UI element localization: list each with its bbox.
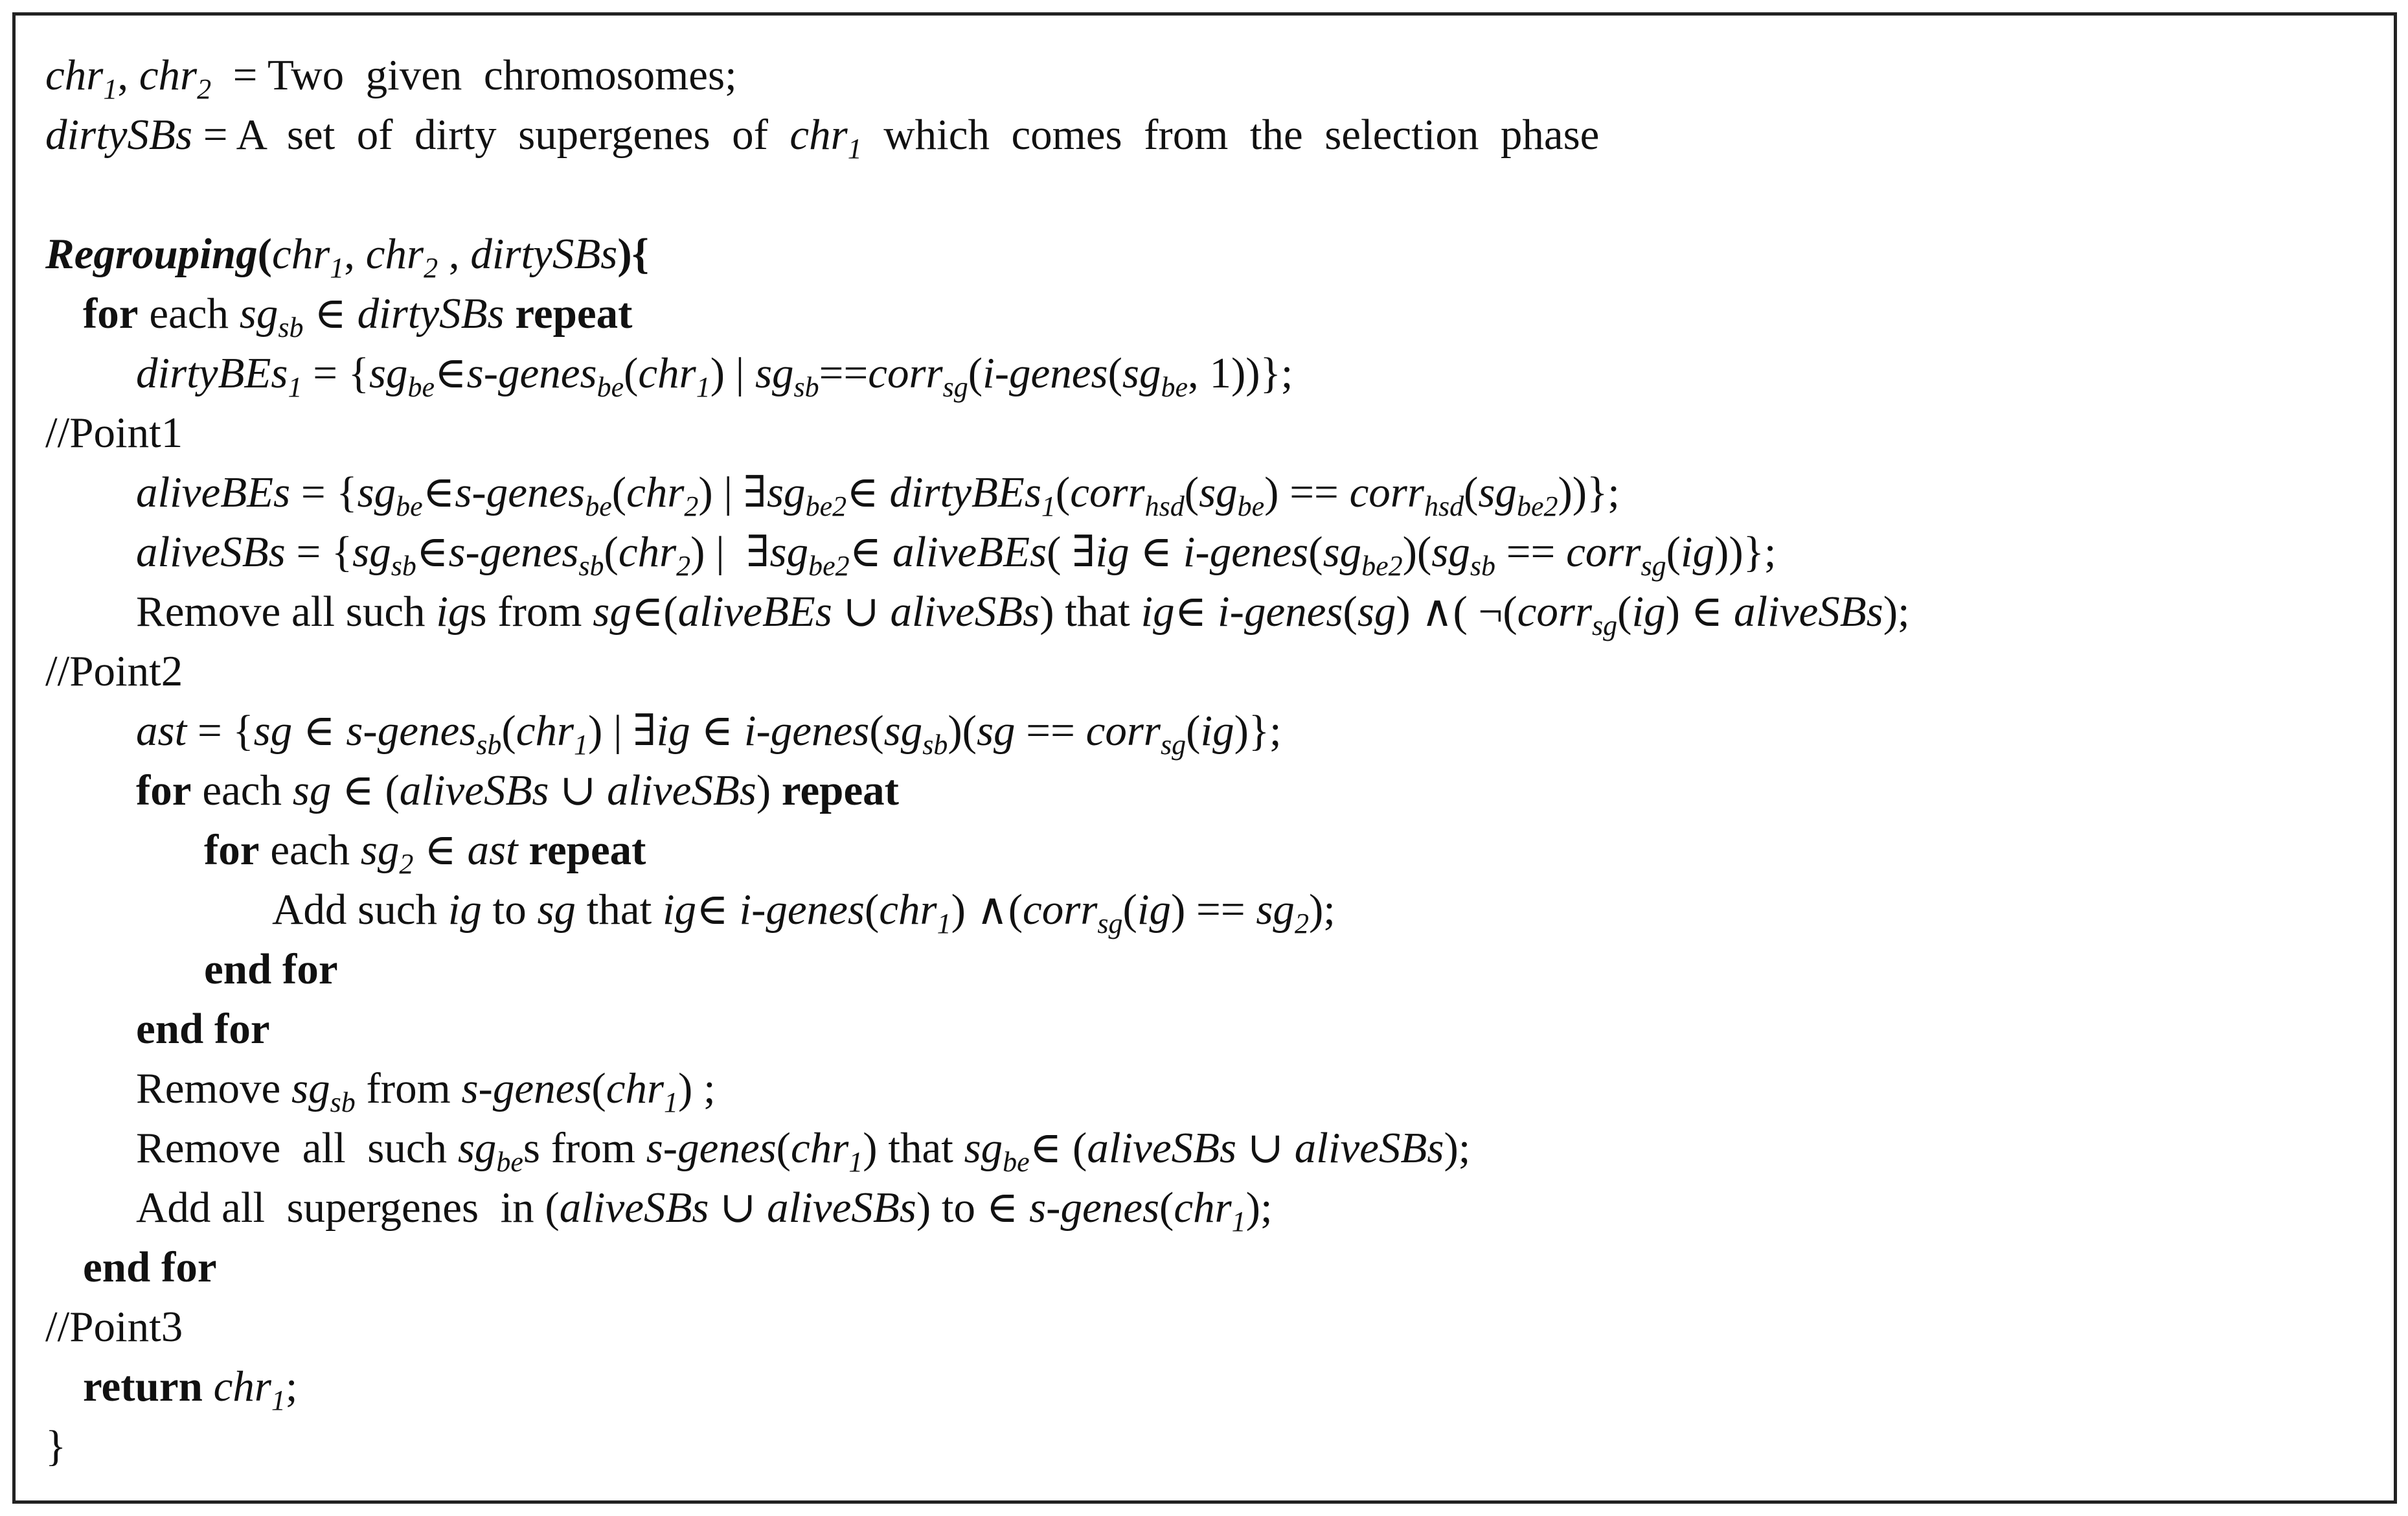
subscript-text: 2 [197, 73, 212, 105]
code-text: corr [1023, 886, 1098, 934]
subscript-text: be2 [808, 550, 850, 582]
code-text: to [481, 886, 538, 934]
algorithm-line [45, 880, 2381, 939]
code-text: ∪ [1236, 1124, 1295, 1172]
code-text: = Two given chromosomes; [211, 51, 737, 99]
code-text: sg [1431, 528, 1470, 576]
code-text: s-genes [448, 528, 579, 576]
algorithm-line [45, 463, 2381, 522]
algorithm-line [45, 999, 2381, 1059]
code-text: s-genes [346, 707, 477, 755]
code-text: sg [457, 1124, 497, 1172]
code-text: aliveSBs [136, 528, 286, 576]
code-text: ig [436, 588, 470, 636]
code-text: sg [291, 1064, 330, 1112]
code-text: chr [789, 111, 848, 159]
code-text: ) ∈ [1665, 588, 1734, 636]
code-text: ) | [710, 349, 755, 397]
code-text: ∈ ( [331, 766, 400, 814]
subscript-text: sg [1592, 610, 1618, 641]
code-text: ( [257, 230, 272, 278]
algorithm-line [45, 165, 2381, 224]
algorithm-body [45, 45, 2381, 1476]
code-text: dirtyBEs [889, 468, 1041, 516]
subscript-text: be [585, 490, 612, 522]
subscript-text: sg [1097, 908, 1123, 939]
code-text: ∈ [422, 468, 455, 516]
code-text: ( ∃ [1047, 528, 1096, 576]
subscript-text: be2 [805, 490, 847, 522]
code-text: each [138, 290, 240, 338]
code-text: sg [239, 290, 278, 338]
code-text: for [136, 766, 192, 814]
subscript-text: sb [391, 550, 416, 582]
code-text: ig [1141, 588, 1175, 636]
code-text: ig [1137, 886, 1171, 934]
subscript-text: be2 [1516, 490, 1558, 522]
code-text: chr [139, 51, 198, 99]
code-text: sg [537, 886, 576, 934]
code-text: s from [523, 1124, 646, 1172]
algorithm-line [45, 284, 2381, 343]
code-text: corr [1070, 468, 1145, 516]
code-text: ( [1343, 588, 1357, 636]
code-text: ∈ [690, 707, 744, 755]
code-text: chr [365, 230, 424, 278]
algorithm-line [45, 1178, 2381, 1237]
subscript-text: sb [922, 729, 948, 761]
code-text: ∈ [292, 707, 346, 755]
subscript-text: be [1003, 1146, 1030, 1178]
subscript-text: be2 [1361, 550, 1403, 582]
code-text: , [438, 230, 471, 278]
code-text: //Point2 [45, 647, 183, 695]
subscript-text: 1 [1041, 490, 1056, 522]
code-text: chr [790, 1124, 849, 1172]
code-text: ( [776, 1124, 791, 1172]
code-text: ); [1444, 1124, 1471, 1172]
subscript-text: hsd [1424, 490, 1464, 522]
code-text: chr [618, 528, 677, 576]
code-text: chr [626, 468, 685, 516]
algorithm-line [45, 403, 2381, 463]
algorithm-line [45, 582, 2381, 641]
subscript-text: sb [793, 371, 819, 403]
code-text: i-genes [739, 886, 865, 934]
code-text: sg [1256, 886, 1295, 934]
code-text: return [83, 1362, 203, 1410]
code-text: repeat [515, 290, 633, 338]
code-text: sg [369, 349, 408, 397]
algorithm-line [45, 224, 2381, 284]
code-text: ∪ [549, 766, 608, 814]
code-text: aliveSBs [1294, 1124, 1444, 1172]
code-text: } [45, 1422, 67, 1470]
code-text: aliveSBs [890, 588, 1040, 636]
algorithm-line [45, 45, 2381, 105]
code-text: dirtySBs [470, 230, 618, 278]
code-text: = { [302, 349, 369, 397]
code-text: ; [285, 1362, 298, 1410]
code-text: == [1015, 707, 1086, 755]
code-text: = A set of dirty supergenes of [192, 111, 790, 159]
algorithm-line [45, 1297, 2381, 1357]
code-text: = { [285, 528, 353, 576]
code-text: = { [187, 707, 254, 755]
code-text: ast [467, 826, 518, 874]
code-text: s-genes [1029, 1184, 1160, 1232]
code-text: ) ; [678, 1064, 716, 1112]
algorithm-line [45, 641, 2381, 701]
code-text: sg [755, 349, 794, 397]
code-text: sg [357, 468, 396, 516]
code-text: ∈ [413, 826, 468, 874]
code-text: ) | ∃ [690, 528, 770, 576]
code-text: for [204, 826, 260, 874]
algorithm-line [45, 522, 2381, 582]
code-text: ) ∧( ¬( [1396, 588, 1517, 636]
algorithm-line [45, 1237, 2381, 1297]
subscript-text: 1 [848, 1146, 863, 1178]
code-text: for [83, 290, 139, 338]
code-text: ) that [863, 1124, 964, 1172]
subscript-text: sb [578, 550, 604, 582]
code-text: aliveSBs [767, 1184, 916, 1232]
code-text: sg [1478, 468, 1517, 516]
code-text: repeat [528, 826, 646, 874]
code-text: ( [1308, 528, 1323, 576]
code-text: aliveSBs [399, 766, 549, 814]
code-text: )}; [1234, 707, 1282, 755]
code-text: //Point1 [45, 409, 183, 457]
code-text: )( [1402, 528, 1432, 576]
code-text: ( [1184, 468, 1199, 516]
code-text: sg [883, 707, 923, 755]
code-text: sg [1122, 349, 1161, 397]
algorithm-line [45, 820, 2381, 880]
code-text: ) [756, 766, 782, 814]
code-text: from [355, 1064, 462, 1112]
code-text: , [344, 230, 366, 278]
code-text: chr [1174, 1184, 1232, 1232]
code-text: ∈ [1174, 588, 1218, 636]
code-text: ){ [617, 230, 650, 278]
code-text: ( [1186, 707, 1201, 755]
code-text: sg [352, 528, 391, 576]
code-text: each [259, 826, 361, 874]
code-text: ) that [1039, 588, 1141, 636]
code-text: ig [1680, 528, 1715, 576]
code-text: Add such [272, 886, 448, 934]
code-text: i-genes [1218, 588, 1343, 636]
code-text: end for [204, 945, 338, 993]
code-text: Add all supergenes in ( [136, 1184, 560, 1232]
subscript-text: 2 [1294, 908, 1309, 939]
code-text [518, 826, 529, 874]
code-text: ); [1883, 588, 1910, 636]
code-text: ∈ [416, 528, 449, 576]
subscript-text: sg [1161, 729, 1187, 761]
code-text: aliveBEs [677, 588, 832, 636]
code-text: aliveBEs [136, 468, 291, 516]
code-text: ) | ∃ [588, 707, 657, 755]
code-text: ig [663, 886, 697, 934]
code-text: i-genes [744, 707, 870, 755]
subscript-text: 2 [684, 490, 699, 522]
code-text: which comes from the selection phase [861, 111, 1600, 159]
algorithm-line [45, 1059, 2381, 1118]
code-text: ( [1122, 886, 1137, 934]
code-text: ∈ [846, 468, 890, 516]
code-text: s-genes [646, 1124, 777, 1172]
code-text: each [191, 766, 293, 814]
code-text: ∈ [696, 886, 740, 934]
code-text: == [819, 349, 869, 397]
code-text: corr [868, 349, 943, 397]
code-text [203, 1362, 214, 1410]
subscript-text: sb [1470, 550, 1495, 582]
algorithm-line [45, 1357, 2381, 1416]
subscript-text: 1 [330, 252, 345, 284]
code-text: ) | ∃ [698, 468, 767, 516]
code-text: aliveBEs [892, 528, 1047, 576]
code-text: aliveSBs [559, 1184, 709, 1232]
algorithm-line [45, 343, 2381, 403]
code-text: //Point3 [45, 1303, 183, 1351]
subscript-text: 1 [1231, 1206, 1246, 1237]
subscript-text: 1 [271, 1384, 286, 1416]
code-text: Remove [136, 1064, 292, 1112]
subscript-text: 1 [937, 908, 951, 939]
algorithm-line [45, 701, 2381, 761]
code-text: ); [1245, 1184, 1273, 1232]
subscript-text: 2 [676, 550, 691, 582]
algorithm-line [45, 1118, 2381, 1178]
code-text: chr [516, 707, 574, 755]
subscript-text: sg [942, 371, 968, 403]
code-text: sg [593, 588, 631, 636]
code-text: ∪ [832, 588, 891, 636]
code-text: ( [968, 349, 983, 397]
code-text: ( [1107, 349, 1122, 397]
algorithm-line [45, 939, 2381, 999]
code-text: chr [213, 1362, 271, 1410]
code-text: aliveSBs [607, 766, 756, 814]
code-text: ( [864, 886, 880, 934]
code-text: ( [624, 349, 639, 397]
code-text: ∈ [849, 528, 892, 576]
code-text: ) to ∈ [916, 1184, 1030, 1232]
code-text: ))}; [1558, 468, 1620, 516]
code-text: i-genes [1183, 528, 1309, 576]
code-text: ∈ [435, 349, 467, 397]
code-text: corr [1566, 528, 1641, 576]
algorithm-line [45, 1416, 2381, 1476]
subscript-text: be [1161, 371, 1188, 403]
code-text: end for [83, 1243, 217, 1291]
code-text: Regrouping [45, 230, 258, 278]
code-text: ( [1159, 1184, 1174, 1232]
code-text: s-genes [466, 349, 597, 397]
subscript-text: 1 [664, 1086, 679, 1118]
subscript-text: hsd [1144, 490, 1185, 522]
code-text: ( [501, 707, 516, 755]
code-text: ast [136, 707, 187, 755]
code-text: ( [1464, 468, 1479, 516]
subscript-text: 1 [847, 133, 862, 165]
code-text: ( [1055, 468, 1071, 516]
code-text: ig [1631, 588, 1666, 636]
subscript-text: sb [476, 729, 502, 761]
subscript-text: 2 [399, 848, 414, 880]
code-text: s from [470, 588, 593, 636]
code-text: ))}; [1714, 528, 1777, 576]
code-text: corr [1349, 468, 1424, 516]
code-text: chr [879, 886, 937, 934]
code-text: ( [869, 707, 884, 755]
code-text: sg [292, 766, 332, 814]
subscript-text: sb [330, 1086, 356, 1118]
code-text: )( [948, 707, 977, 755]
code-text: ig [1200, 707, 1234, 755]
code-text: ( [604, 528, 619, 576]
code-text: end for [136, 1005, 270, 1053]
code-text: sg [253, 707, 293, 755]
subscript-text: 1 [103, 73, 118, 105]
code-text: ∪ [709, 1184, 767, 1232]
code-text: sg [360, 826, 400, 874]
code-text: chr [638, 349, 696, 397]
code-text: sg [769, 528, 809, 576]
subscript-text: be [407, 371, 435, 403]
subscript-text: 1 [288, 371, 302, 403]
code-text: ( [1617, 588, 1632, 636]
code-text: sg [1199, 468, 1238, 516]
code-text: dirtyBEs [136, 349, 288, 397]
code-text: aliveSBs [1734, 588, 1883, 636]
code-text: ∈( [631, 588, 678, 636]
algorithm-line [45, 761, 2381, 820]
code-text: Remove all such [136, 1124, 458, 1172]
code-text: corr [1085, 707, 1161, 755]
code-text: sg [1323, 528, 1362, 576]
code-text: ig [656, 707, 690, 755]
subscript-text: 1 [696, 371, 710, 403]
code-text: ig [448, 886, 482, 934]
code-text: ) == [1170, 886, 1256, 934]
code-text: aliveSBs [1087, 1124, 1237, 1172]
algorithm-box [12, 12, 2397, 1504]
code-text: corr [1517, 588, 1593, 636]
subscript-text: sb [278, 312, 304, 343]
code-text: dirtySBs [357, 290, 505, 338]
subscript-text: be [496, 1146, 523, 1178]
subscript-text: 1 [574, 729, 589, 761]
code-text: s-genes [455, 468, 585, 516]
code-text: dirtySBs [45, 111, 193, 159]
code-text: i-genes [983, 349, 1108, 397]
code-text: chr [45, 51, 104, 99]
code-text: s-genes [461, 1064, 592, 1112]
subscript-text: be [1237, 490, 1265, 522]
code-text: ( [1666, 528, 1681, 576]
code-text: sg [976, 707, 1016, 755]
code-text: ∈ [303, 290, 358, 338]
code-text: ) == [1264, 468, 1350, 516]
code-text: , [117, 51, 139, 99]
code-text: that [576, 886, 663, 934]
code-text: ( [611, 468, 627, 516]
code-text: ∈ ( [1029, 1124, 1087, 1172]
code-text: sg [1357, 588, 1396, 636]
subscript-text: 2 [424, 252, 438, 284]
code-text: sg [964, 1124, 1003, 1172]
code-text: , 1))}; [1187, 349, 1293, 397]
code-text: = { [290, 468, 358, 516]
code-text: chr [606, 1064, 664, 1112]
code-text: ) ∧( [951, 886, 1023, 934]
code-text: ig [1095, 528, 1130, 576]
code-text: == [1495, 528, 1567, 576]
code-text: chr [271, 230, 330, 278]
code-text: Remove all such [136, 588, 437, 636]
code-text: ( [591, 1064, 606, 1112]
subscript-text: sg [1641, 550, 1666, 582]
code-text: ∈ [1129, 528, 1183, 576]
subscript-text: be [396, 490, 423, 522]
code-text [505, 290, 516, 338]
subscript-text: be [596, 371, 624, 403]
code-text: ); [1308, 886, 1335, 934]
algorithm-line [45, 105, 2381, 165]
code-text: repeat [781, 766, 899, 814]
code-text: sg [766, 468, 806, 516]
